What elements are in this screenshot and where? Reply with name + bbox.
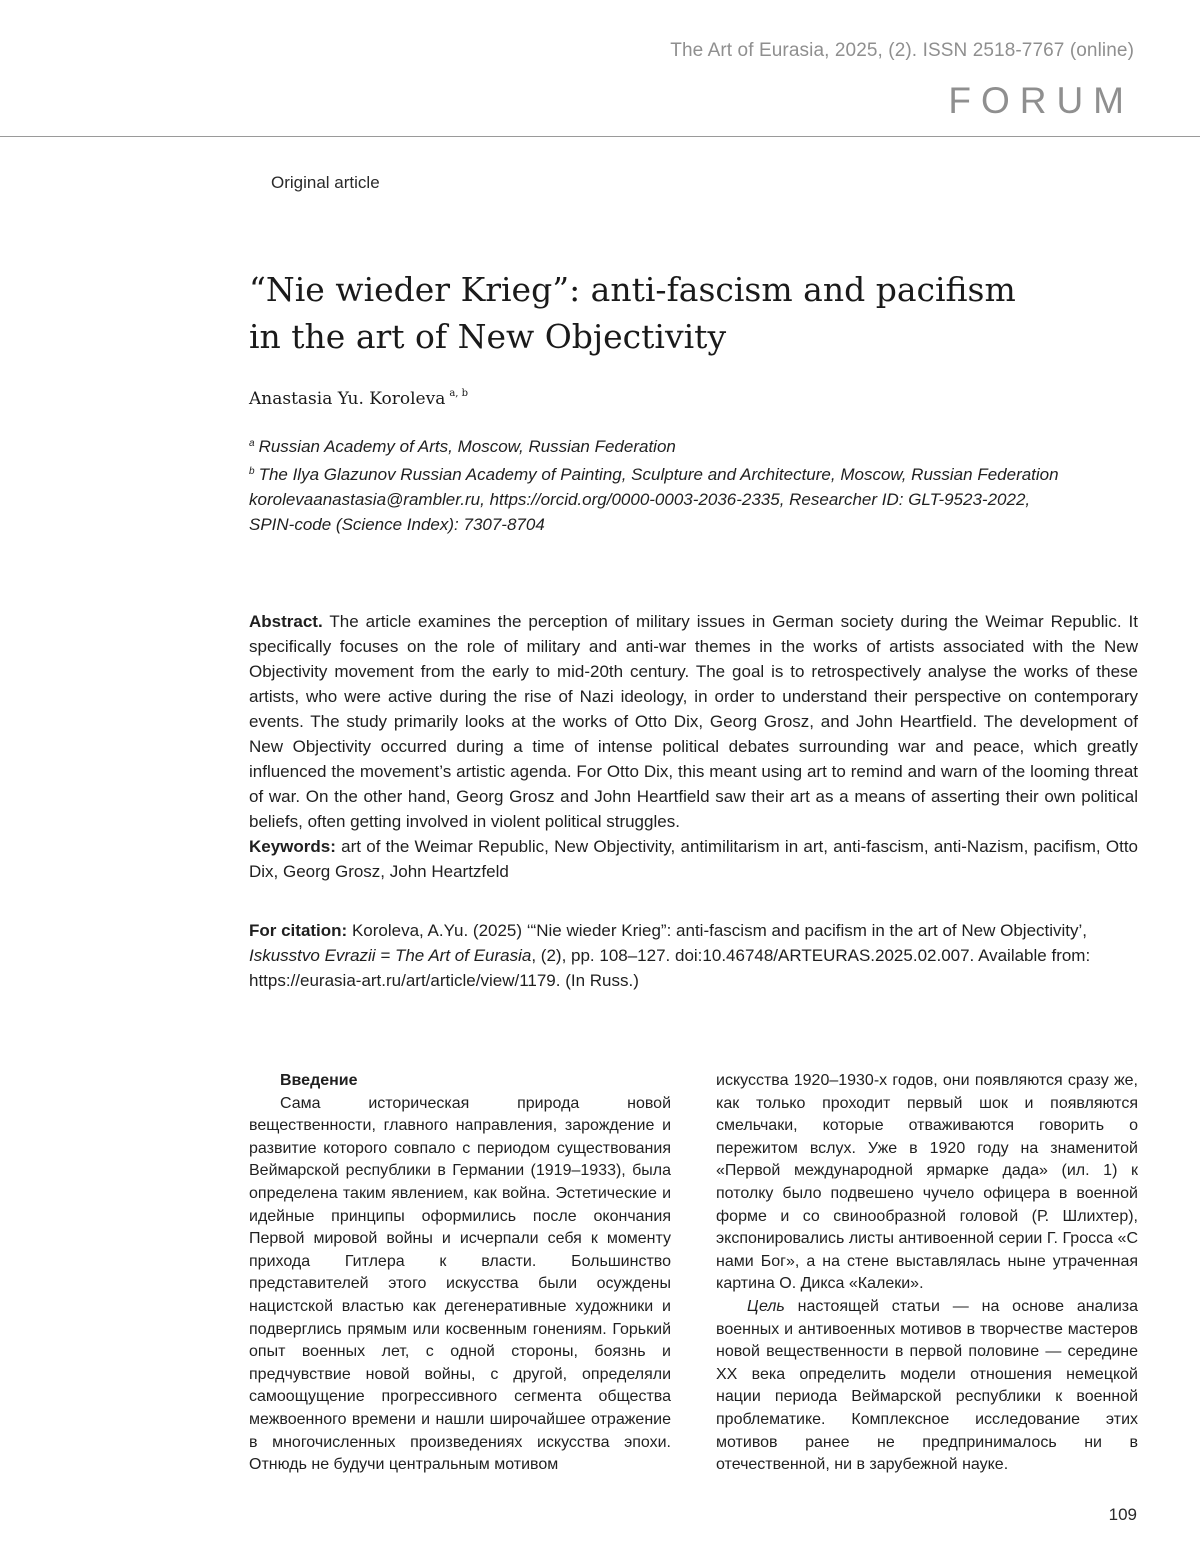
section-label: FORUM (948, 80, 1134, 121)
abstract-text: The article examines the perception of military issues in German society during the Weimar Republic. It specifically focuses on the role of military and anti-war themes in the works of artists associated with the New Objectivity movement from the early to mid-20th century. The goal is to retrospectively analyse the works of these artists, who were active during the rise of Nazi ideology, in order to understand their perspective on contemporary events. The study primarily looks at the works of Otto Dix, Georg Grosz, and John Heartfield. The development of New Objectivity occurred during a time of intense political debates surrounding war and peace, which greatly influenced the movement’s artistic agenda. For Otto Dix, this meant using art to remind and warn of the looming threat of war. On the other hand, Georg Grosz and John Heartfield saw their art as a means of asserting their own political beliefs, often getting involved in violent political struggles. (249, 612, 1138, 831)
abstract-label: Abstract. (249, 612, 323, 631)
body-column-right (716, 1070, 1138, 1477)
article-title (249, 266, 1109, 360)
keywords (249, 834, 1138, 884)
abstract (249, 609, 1138, 884)
goal-term: Цель (747, 1297, 785, 1315)
author-line (249, 388, 468, 409)
citation (249, 918, 1138, 993)
article-type: Original article (271, 173, 380, 192)
goal-text: настоящей статьи — на основе анализа военных и антивоенных мотивов в творчестве мастеров новой вещественности в первой половине — середине XX века определить модели отношения немецкой нации периода Веймарской республики к военной проблематике. Комплексное исследование этих мотивов ранее не предпринималось ни в отечественной, ни в зарубежной науке. (716, 1297, 1138, 1474)
journal-issue-line: The Art of Eurasia, 2025, (2). ISSN 2518-7767 (online) (670, 40, 1134, 61)
affiliation-a (249, 431, 1149, 459)
keywords-label: Keywords: (249, 837, 336, 856)
title-line-2: in the art of New Objectivity (249, 317, 727, 356)
affiliation-a-mark: a (249, 438, 255, 449)
citation-label: For citation: (249, 921, 348, 940)
author-contact-line-2: SPIN-code (Science Index): 7307-8704 (249, 515, 545, 534)
body-paragraph-goal (716, 1296, 1138, 1477)
body-paragraph: искусства 1920–1930-х годов, они появляются сразу же, как только проходит первый шок и появляются смельчаки, которые отваживаются говорить о пережитом вслух. Уже в 1920 году на знаменитой «Первой международной ярмарке дада» (ил. 1) к потолку было подвешено чучело офицера в военной форме и со свинообразной головой (Р. Шлихтер), экспонировались листы антивоенной серии Г. Гросса «С нами Бог», а на стене выставлялась ныне утраченная картина О. Дикса «Калеки». (716, 1072, 1138, 1293)
affiliation-b-text: The Ilya Glazunov Russian Academy of Painting, Sculpture and Architecture, Moscow, Russian Federation (258, 465, 1059, 484)
affiliations (249, 431, 1149, 537)
author-name: Anastasia Yu. Koroleva (249, 389, 446, 409)
citation-text-2: , (2), pp. 108–127. doi:10.46748/ARTEURAS.2025.02.007. Available from: https://eurasia-art.ru/art/article/view/1179. (In Russ.) (249, 946, 1091, 990)
abstract-paragraph (249, 609, 1138, 834)
citation-journal: Iskusstvo Evrazii = The Art of Eurasia (249, 946, 532, 965)
body-column-left (249, 1070, 671, 1477)
author-contact-line-1: korolevaanastasia@rambler.ru, https://orcid.org/0000-0003-2036-2335, Researcher ID: GLT-9523-2022, (249, 490, 1031, 509)
body-paragraph: Сама историческая природа новой вещественности, главного направления, зарождение и развитие которого совпало с периодом существования Веймарской республики в Германии (1919–1933), была определена таким явлением, как война. Эстетические и идейные принципы оформились после окончания Первой мировой войны и исчерпали себя к моменту прихода Гитлера к власти. Большинство представителей этого искусства были осуждены нацистской властью как дегенеративные художники и подверглись прямым или косвенным гонениям. Горький опыт военных лет, с одной стороны, боязнь и предчувствие новой войны, с другой, определяли самоощущение прогрессивного сегмента общества межвоенного времени и нашли широчайшее отражение в многочисленных произведениях искусства эпохи. Отнюдь не будучи центральным мотивом (249, 1094, 671, 1474)
affiliation-b (249, 459, 1149, 487)
header-divider (0, 136, 1200, 137)
author-affiliation-marks: a, b (449, 388, 469, 399)
citation-text-1: Koroleva, A.Yu. (2025) ‘“Nie wieder Krieg”: anti-fascism and pacifism in the art of New Objectivity’, (347, 921, 1088, 940)
affiliation-b-mark: b (249, 466, 255, 477)
page-number: 109 (1108, 1505, 1137, 1524)
keywords-text: art of the Weimar Republic, New Objectivity, antimilitarism in art, anti-fascism, anti-Nazism, pacifism, Otto Dix, Georg Grosz, John Heartzfeld (249, 837, 1138, 881)
affiliation-a-text: Russian Academy of Arts, Moscow, Russian Federation (258, 437, 676, 456)
section-heading: Введение (280, 1072, 358, 1089)
title-line-1: “Nie wieder Krieg”: anti-fascism and pacifism (249, 270, 1016, 309)
